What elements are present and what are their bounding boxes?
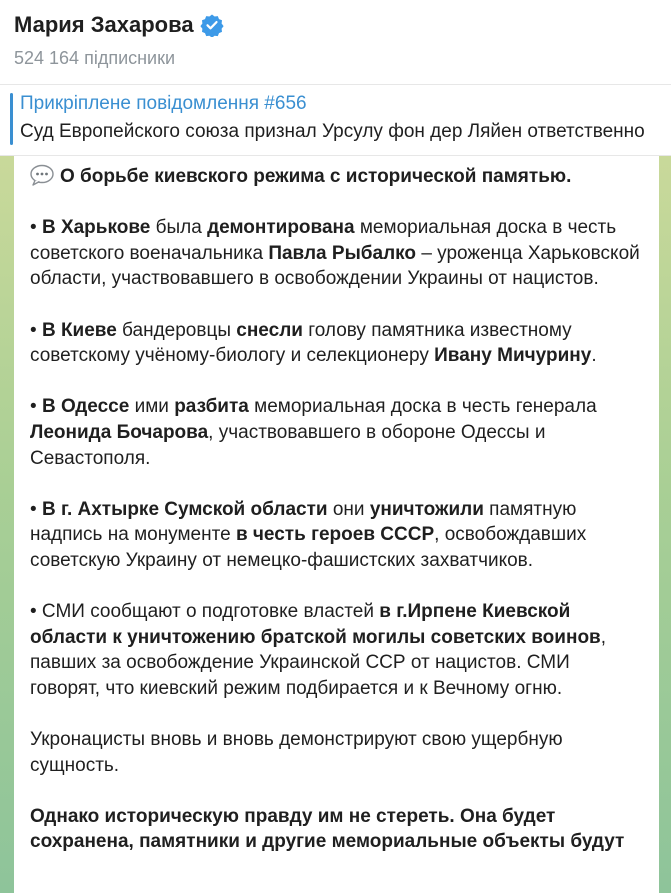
message-heading — [30, 164, 645, 190]
pinned-text: Суд Европейского союза признал Урсулу фон дер Ляйен ответственно — [20, 121, 645, 142]
paragraph-kyiv: • В Киеве бандеровцы снесли голову памятника известному советскому учёному-биологу и селекционеру Ивану Мичурину. — [30, 319, 597, 367]
channel-header — [0, 0, 671, 85]
verified-badge-icon — [200, 13, 224, 37]
channel-title[interactable]: Мария Захарова — [14, 12, 194, 37]
paragraph-kharkiv: • В Харькове была демонтирована мемориальная доска в честь советского военачальника Павла Рыбалко – уроженца Харьковской области, участвовавшего в освобождении Украины от нацистов. — [30, 217, 640, 290]
message-text — [30, 164, 645, 881]
paragraph-akhtyrka: • В г. Ахтырке Сумской области они уничтожили памятную надпись на монументе в честь героев СССР, освобождавших советскую Украину от немецко-фашистских захватчиков. — [30, 498, 587, 571]
chat-background — [0, 156, 671, 893]
title-row — [14, 12, 224, 38]
pinned-message-bar[interactable] — [0, 85, 671, 156]
message-bubble[interactable] — [14, 156, 659, 893]
paragraph-odesa: • В Одессе ими разбита мемориальная доска в честь генерала Леонида Бочарова, участвовавшего в обороне Одессы и Севастополя. — [30, 396, 597, 469]
pinned-title: Прикріплене повідомлення #656 — [20, 93, 307, 114]
subscriber-count: 524 164 підписники — [14, 48, 176, 68]
heading-text: О борьбе киевского режима с исторической памятью. — [60, 166, 572, 187]
speech-balloon-icon — [30, 164, 54, 186]
paragraph-irpin: • СМИ сообщают о подготовке властей в г.Ирпене Киевской области к уничтожению братской могилы советских воинов, павших за освобождение Украинской ССР от нацистов. СМИ говорят, что киевский режим подбирается и к Вечному огню. — [30, 601, 607, 699]
pinned-accent-bar — [10, 93, 13, 145]
paragraph-conclusion: Укронацисты вновь и вновь демонстрируют свою ущербную сущность. — [30, 729, 563, 776]
paragraph-final: Однако историческую правду им не стереть. Она будет сохранена, памятники и другие мемориальные объекты будут — [30, 805, 625, 853]
